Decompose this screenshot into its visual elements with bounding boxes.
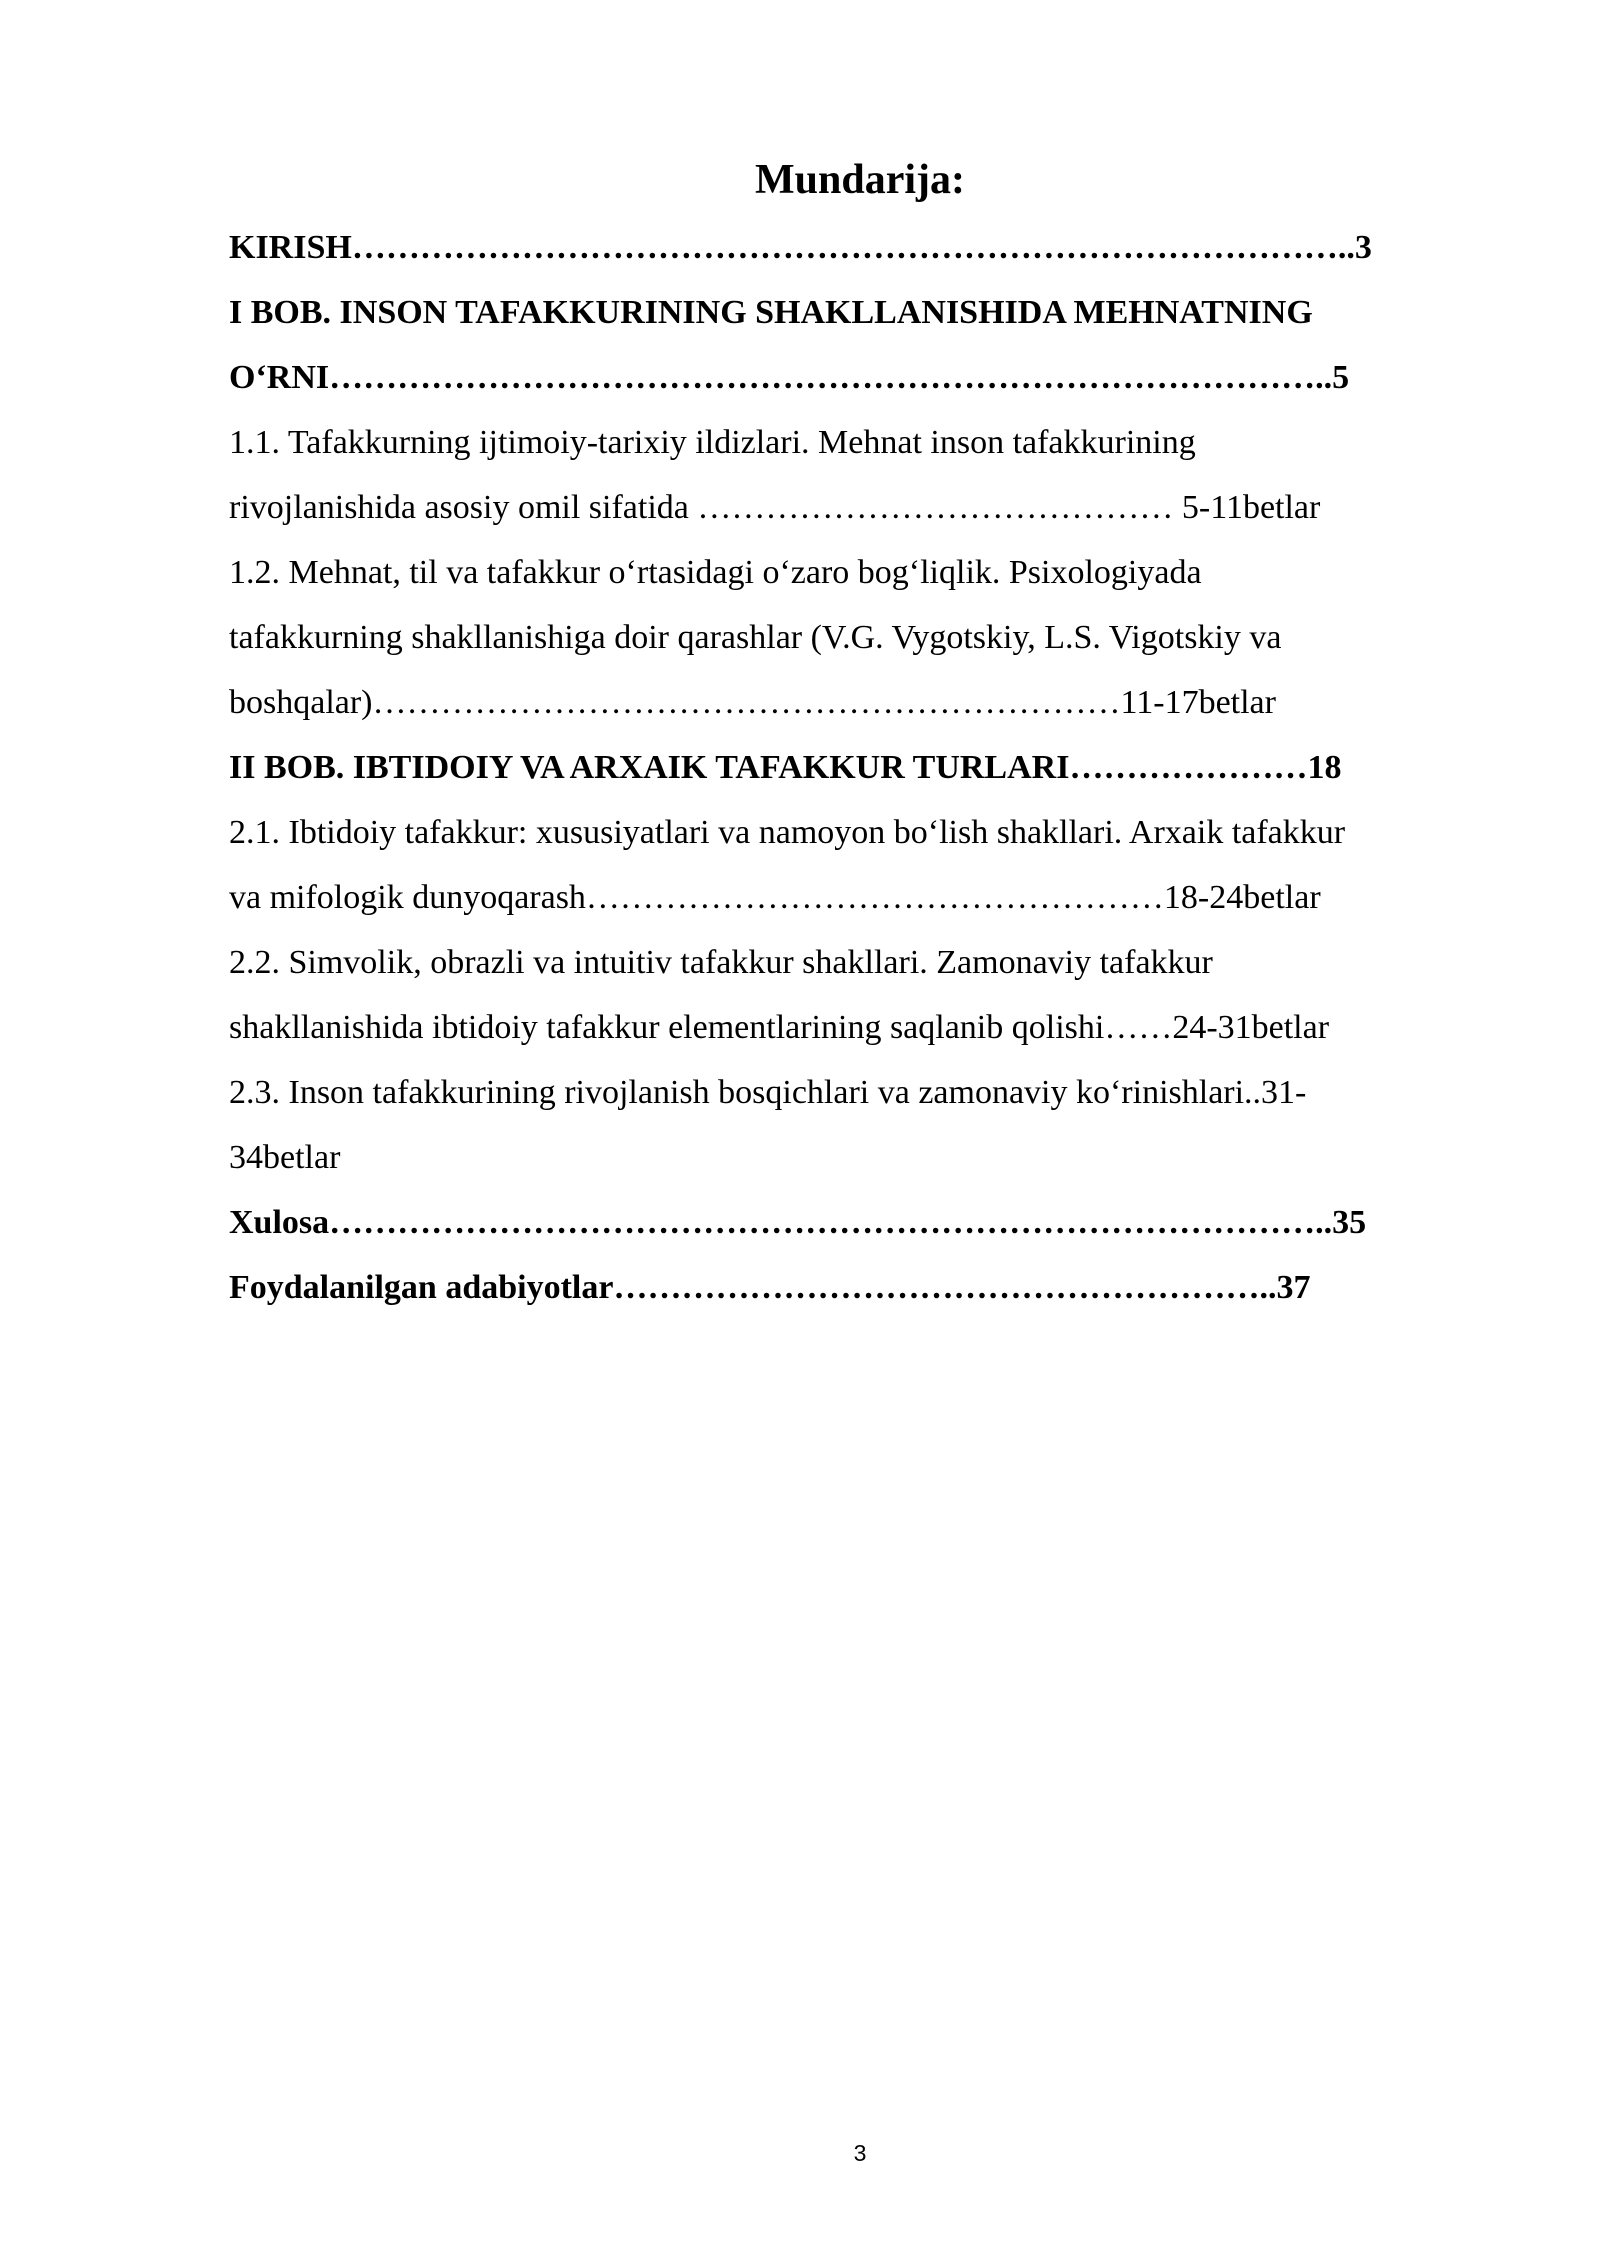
toc-section-1-1-line-2: rivojlanishida asosiy omil sifatida …………………………………… 5-11betlar	[229, 489, 1321, 526]
toc-chapter-2-title: II BOB. IBTIDOIY VA ARXAIK TAFAKKUR TURLARI…………………18	[229, 749, 1342, 786]
toc-entry-xulosa: Xulosa……………………………………………………………………………..35	[229, 1204, 1367, 1241]
toc-section-2-1-line-2: va mifologik dunyoqarash……………………………………………18-24betlar	[229, 879, 1321, 916]
page-number: 3	[853, 2140, 867, 2166]
toc-entry-kirish: KIRISH……………………………………………………………………………..3	[229, 229, 1372, 266]
toc-section-1-2-line-2: tafakkurning shakllanishiga doir qarashlar (V.G. Vygotskiy, L.S. Vigotskiy va	[229, 619, 1282, 656]
toc-section-2-3-line-1: 2.3. Inson tafakkurining rivojlanish bosqichlari va zamonaviy ko‘rinishlari..31-	[229, 1074, 1307, 1111]
toc-section-2-2-line-1: 2.2. Simvolik, obrazli va intuitiv tafakkur shakllari. Zamonaviy tafakkur	[229, 944, 1213, 981]
toc-chapter-1-title-line-2: O‘RNI……………………………………………………………………………..5	[229, 359, 1350, 396]
page-title: Mundarija:	[755, 157, 965, 203]
toc-section-1-2-line-3: boshqalar)…………………………………………………………11-17betlar	[229, 684, 1276, 721]
toc-section-1-1-line-1: 1.1. Tafakkurning ijtimoiy-tarixiy ildizlari. Mehnat inson tafakkurining	[229, 424, 1196, 461]
toc-section-2-1-line-1: 2.1. Ibtidoiy tafakkur: xususiyatlari va namoyon bo‘lish shakllari. Arxaik tafakkur	[229, 814, 1346, 851]
table-of-contents	[229, 215, 1489, 1320]
toc-section-2-3-line-2: 34betlar	[229, 1139, 341, 1176]
toc-section-2-2-line-2: shakllanishida ibtidoiy tafakkur elementlarining saqlanib qolishi……24-31betlar	[229, 1009, 1330, 1046]
toc-chapter-1-title-line-1: I BOB. INSON TAFAKKURINING SHAKLLANISHIDA MEHNATNING	[229, 294, 1313, 331]
toc-section-1-2-line-1: 1.2. Mehnat, til va tafakkur o‘rtasidagi o‘zaro bog‘liqlik. Psixologiyada	[229, 554, 1202, 591]
toc-entry-adabiyotlar: Foydalanilgan adabiyotlar…………………………………………………..37	[229, 1269, 1311, 1306]
